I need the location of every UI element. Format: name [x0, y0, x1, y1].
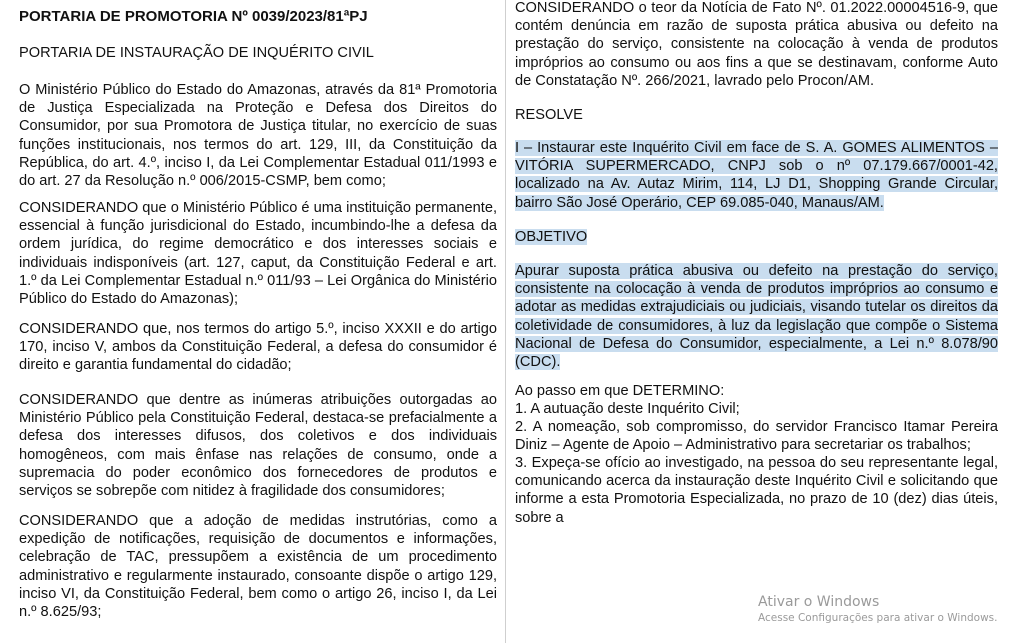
considerando-noticia-paragraph: CONSIDERANDO o teor da Notícia de Fato Nº. 01.2022.00004516-9, que contém denúncia em razão de suposta prática abusiva ou defeito na prestação do serviço, consistente na colocação à venda de produtos impróprios ao consumo ou aos fins a que se destinavam, conforme Auto de Constatação Nº. 266/2021, lavrado pelo Procon/AM.: [515, 0, 998, 89]
resolve-heading: RESOLVE: [515, 107, 583, 123]
watermark-title: Ativar o Windows: [758, 594, 880, 610]
objetivo-heading-text: OBJETIVO: [515, 229, 588, 245]
considerando-paragraph-2: CONSIDERANDO que, nos termos do artigo 5.º, inciso XXXII e do artigo 170, inciso V, ambos da Constituição Federal, a defesa do consumidor é direito e garantia fundamental do cidadão;: [19, 321, 497, 374]
resolve-item-text: I – Instaurar este Inquérito Civil em face de S. A. GOMES ALIMENTOS – VITÓRIA SUPERMERCADO, CNPJ sob o nº 07.179.667/0001-42, localizado na Av. Autaz Mirim, 114, LJ D1, Shopping Grande Circular, bairro São José Operário, CEP 69.085-040, Manaus/AM.: [515, 140, 998, 211]
considerando-paragraph-3: CONSIDERANDO que dentre as inúmeras atribuições outorgadas ao Ministério Público pela Constituição Federal, destaca-se prefacialmente a defesa dos interesses difusos, dos coletivos e dos individuais homogêneos, com mais ênfase nas relações de consumo, onde a supremacia do poder econômico dos fornecedores de produtos e serviços se sobrepõe com nitidez à fragilidade dos consumidores;: [19, 392, 497, 500]
document-title: PORTARIA DE PROMOTORIA Nº 0039/2023/81ªPJ: [19, 8, 368, 25]
document-subtitle: PORTARIA DE INSTAURAÇÃO DE INQUÉRITO CIVIL: [19, 45, 374, 61]
determino-item-1: 1. A autuação deste Inquérito Civil;: [515, 401, 740, 417]
considerando-paragraph-1: CONSIDERANDO que o Ministério Público é uma instituição permanente, essencial à função jurisdicional do Estado, incumbindo-lhe a defesa da ordem jurídica, do regime democrático e dos interesses sociais e individuais indisponíveis (art. 127, caput, da Constituição Federal e art. 1.º da Lei Complementar Estadual n.º 011/93 – Lei Orgânica do Ministério Público do Estado do Amazonas);: [19, 200, 497, 308]
column-divider: [505, 0, 506, 643]
intro-paragraph: O Ministério Público do Estado do Amazonas, através da 81ª Promotoria de Justiça Especializada na Proteção e Defesa dos Direitos do Consumidor, por sua Promotora de Justiça titular, no exercício de suas funções institucionais, nos termos do art. 129, III, da Constituição da República, do art. 4.º, inciso I, da Lei Complementar Estadual 011/1993 e do art. 27 da Resolução n.º 006/2015-CSMP, bem como;: [19, 82, 497, 190]
determino-item-3: 3. Expeça-se ofício ao investigado, na pessoa do seu representante legal, comunicando acerca da instauração deste Inquérito Civil e solicitando que informe a esta Promotoria Especializada, no prazo de 10 (dez) dias úteis, sobre a: [515, 455, 998, 526]
determino-intro: Ao passo em que DETERMINO:: [515, 383, 725, 399]
considerando-paragraph-4: CONSIDERANDO que a adoção de medidas instrutórias, como a expedição de notificações, requisição de documentos e informações, celebração de TAC, pressupõem a existência de um procedimento administrativo e regularmente instaurado, consoante dispõe o artigo 129, inciso VI, da Constituição Federal, bem como o artigo 26, inciso I, da Lei n.º 8.625/93;: [19, 513, 497, 621]
watermark-subtitle: Acesse Configurações para ativar o Windows.: [758, 612, 998, 624]
objetivo-heading: [515, 228, 998, 246]
objetivo-paragraph: [515, 262, 998, 371]
objetivo-paragraph-text: Apurar suposta prática abusiva ou defeito na prestação do serviço, consistente na colocação à venda de produtos impróprios ao consumo e adotar as medidas extrajudiciais ou judiciais, visando tutelar os direitos da coletividade de consumidores, à luz da legislação que compõe o Sistema Nacional de Defesa do Consumidor, especialmente, a Lei n.º 8.078/90 (CDC).: [515, 263, 998, 371]
windows-activation-watermark: [758, 593, 1018, 625]
resolve-item: [515, 139, 998, 212]
determino-item-2: 2. A nomeação, sob compromisso, do servidor Francisco Itamar Pereira Diniz – Agente de Apoio – Administrativo para secretariar os trabalhos;: [515, 419, 998, 454]
